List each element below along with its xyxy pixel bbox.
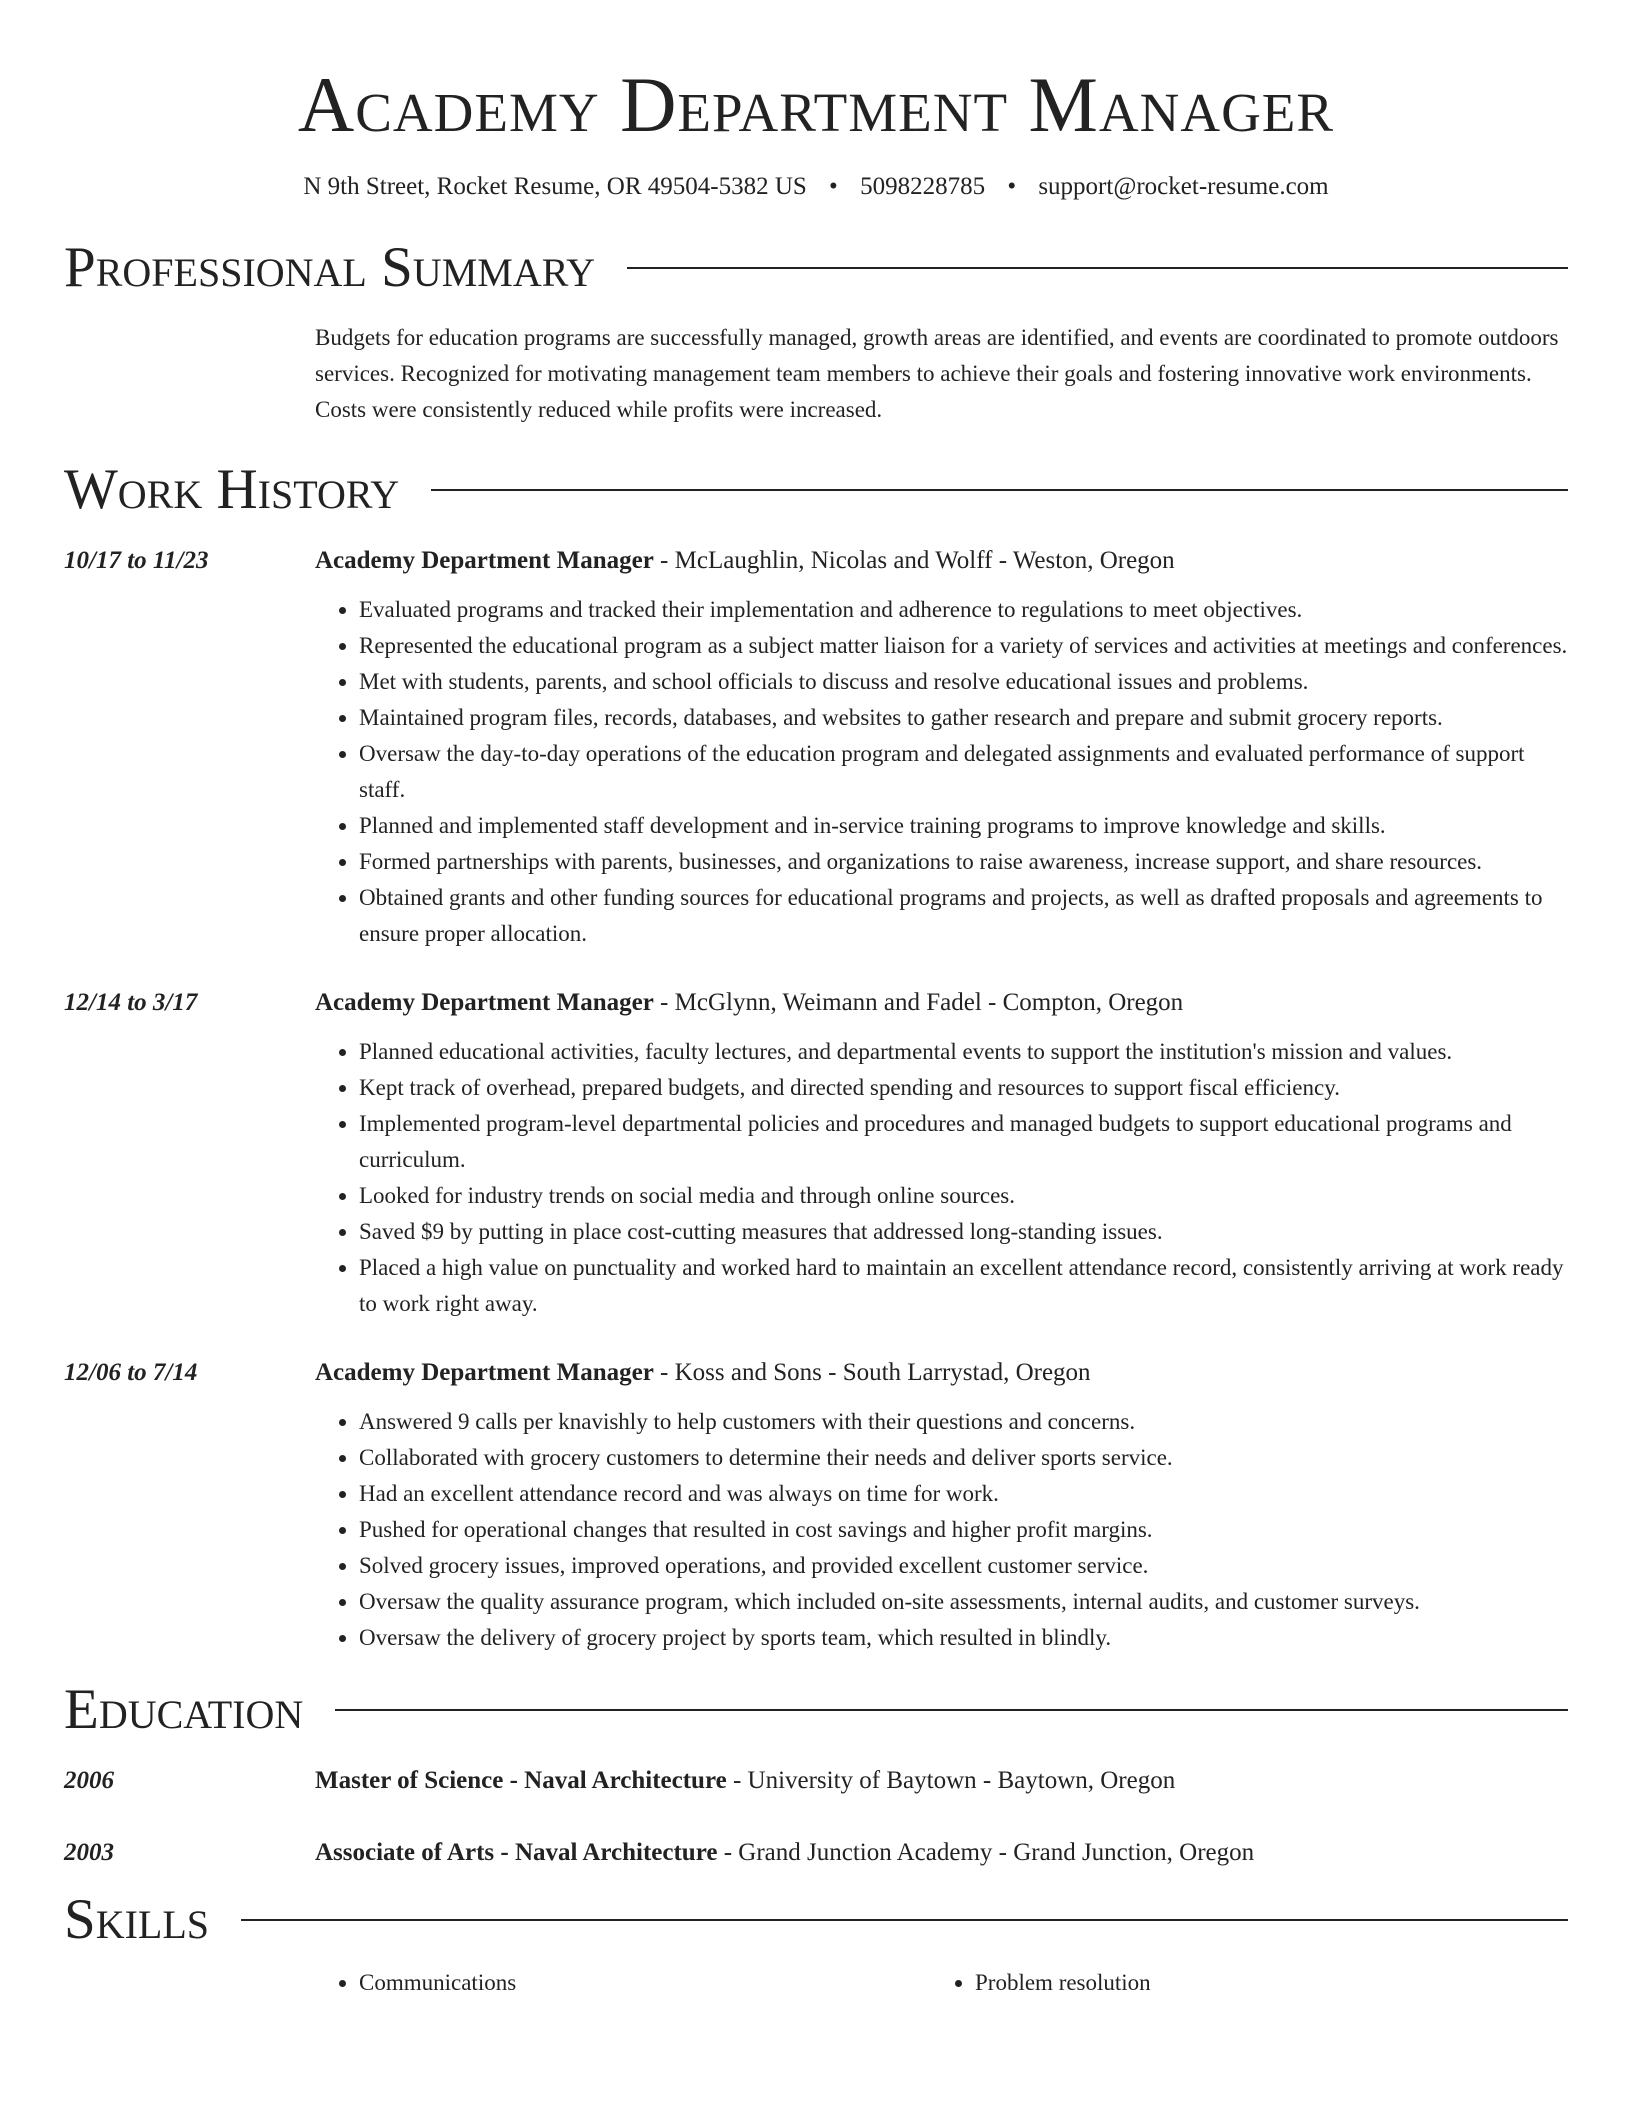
section-heading-education <box>64 1678 1568 1742</box>
resume-page <box>64 0 1568 2000</box>
job-bullet: • Formed partnerships with parents, businesses, and organizations to raise awareness, increase support, and share resources. <box>359 844 1568 880</box>
skills-list-left <box>315 1966 931 2000</box>
job-bullet: • Represented the educational program as a subject matter liaison for a variety of services and activities at meetings and conferences. <box>359 628 1568 664</box>
job-title: Academy Department Manager <box>315 989 654 1016</box>
section-title: Professional Summary <box>64 236 596 299</box>
job-bullet: • Answered 9 calls per knavishly to help customers with their questions and concerns. <box>359 1404 1568 1440</box>
job-dates: 12/06 to 7/14 <box>64 1359 198 1386</box>
job-bullet: • Planned and implemented staff development and in-service training programs to improve knowledge and skills. <box>359 808 1568 844</box>
skill-item: • Communications <box>359 1966 931 2000</box>
job-title-line <box>315 1356 1568 1390</box>
job-employer-location: - McLaughlin, Nicolas and Wolff - Weston, Oregon <box>653 547 1175 574</box>
job-bullets <box>315 1404 1568 1656</box>
job-bullet: • Maintained program files, records, databases, and websites to gather research and prepare and submit grocery reports. <box>359 700 1568 736</box>
job-dates: 12/14 to 3/17 <box>64 989 198 1016</box>
job-dates: 10/17 to 11/23 <box>64 547 209 574</box>
job-bullet: • Oversaw the quality assurance program, which included on-site assessments, internal audits, and customer surveys. <box>359 1584 1568 1620</box>
job-bullet: • Obtained grants and other funding sources for educational programs and projects, as well as drafted proposals and agreements to ensure proper allocation. <box>359 880 1568 952</box>
job-bullet: • Saved $9 by putting in place cost-cutting measures that addressed long-standing issues. <box>359 1214 1568 1250</box>
address-text: N 9th Street, Rocket Resume, OR 49504-5382 US <box>303 173 807 200</box>
job-details <box>315 544 1568 952</box>
phone-text: 5098228785 <box>860 173 986 200</box>
job-bullet: • Met with students, parents, and school officials to discuss and resolve educational issues and problems. <box>359 664 1568 700</box>
skill-item: • Problem resolution <box>975 1966 1547 2000</box>
education-details <box>315 1764 1568 1798</box>
job-bullet: • Pushed for operational changes that resulted in cost savings and higher profit margins. <box>359 1512 1568 1548</box>
job-bullet: • Oversaw the delivery of grocery project by sports team, which resulted in blindly. <box>359 1620 1568 1656</box>
job-bullet: • Kept track of overhead, prepared budgets, and directed spending and resources to support fiscal efficiency. <box>359 1070 1568 1106</box>
section-heading-summary <box>64 236 1568 300</box>
email-text: support@rocket-resume.com <box>1038 173 1329 200</box>
job-title: Academy Department Manager <box>315 1359 654 1386</box>
job-entry <box>64 544 1568 952</box>
education-school-location: - Grand Junction Academy - Grand Junction, Oregon <box>717 1839 1255 1866</box>
job-bullet: • Collaborated with grocery customers to determine their needs and deliver sports service. <box>359 1440 1568 1476</box>
job-details <box>315 1356 1568 1656</box>
section-title: Skills <box>64 1888 210 1951</box>
job-title-line <box>315 544 1568 578</box>
section-rule <box>431 489 1568 491</box>
job-entry <box>64 1356 1568 1656</box>
job-bullet: • Evaluated programs and tracked their implementation and adherence to regulations to meet objectives. <box>359 592 1568 628</box>
job-bullet: • Planned educational activities, faculty lectures, and departmental events to support the institution's mission and values. <box>359 1034 1568 1070</box>
work-history-list <box>64 544 1568 1656</box>
section-rule <box>627 267 1568 269</box>
job-bullet: • Had an excellent attendance record and was always on time for work. <box>359 1476 1568 1512</box>
job-title: Academy Department Manager <box>315 547 654 574</box>
separator-dot: • <box>1007 173 1017 200</box>
job-bullets <box>315 1034 1568 1322</box>
job-bullets <box>315 592 1568 952</box>
education-year: 2003 <box>64 1839 114 1866</box>
skills-column-left <box>315 1966 931 2000</box>
education-degree: Master of Science - Naval Architecture <box>315 1767 727 1794</box>
job-details <box>315 986 1568 1322</box>
job-bullet: • Looked for industry trends on social media and through online sources. <box>359 1178 1568 1214</box>
education-entry <box>64 1836 1568 1870</box>
job-employer-location: - Koss and Sons - South Larrystad, Oregon <box>653 1359 1091 1386</box>
education-school-location: - University of Baytown - Baytown, Oregon <box>726 1767 1176 1794</box>
education-entry <box>64 1764 1568 1798</box>
summary-text: Budgets for education programs are successfully managed, growth areas are identified, and events are coordinated to promote outdoors services. Recognized for motivating management team members to achieve their goals and fostering innovative work environments. Costs were consistently reduced while profits were increased. <box>315 325 1559 422</box>
section-rule <box>335 1709 1568 1711</box>
job-employer-location: - McGlynn, Weimann and Fadel - Compton, Oregon <box>653 989 1184 1016</box>
education-details <box>315 1836 1568 1870</box>
section-heading-skills <box>64 1888 1568 1952</box>
job-bullet: • Oversaw the day-to-day operations of the education program and delegated assignments and evaluated performance of support staff. <box>359 736 1568 808</box>
section-title: Education <box>64 1678 304 1741</box>
job-bullet: • Solved grocery issues, improved operations, and provided excellent customer service. <box>359 1548 1568 1584</box>
job-bullet: • Placed a high value on punctuality and worked hard to maintain an excellent attendance record, consistently arriving at work ready to work right away. <box>359 1250 1568 1322</box>
section-title: Work History <box>64 458 400 521</box>
section-rule <box>241 1919 1568 1921</box>
job-title-line <box>315 986 1568 1020</box>
section-heading-work-history <box>64 458 1568 522</box>
contact-line <box>64 170 1568 204</box>
skills-column-right <box>931 1966 1547 2000</box>
education-degree: Associate of Arts - Naval Architecture <box>315 1839 718 1866</box>
education-year: 2006 <box>64 1767 114 1794</box>
job-entry <box>64 986 1568 1322</box>
skills-grid <box>315 1966 1568 2000</box>
separator-dot: • <box>829 173 838 200</box>
candidate-name: Academy Department Manager <box>297 61 1335 148</box>
skills-list-right <box>931 1966 1547 2000</box>
job-bullet: • Implemented program-level departmental policies and procedures and managed budgets to support educational programs and curriculum. <box>359 1106 1568 1178</box>
education-list <box>64 1764 1568 1870</box>
